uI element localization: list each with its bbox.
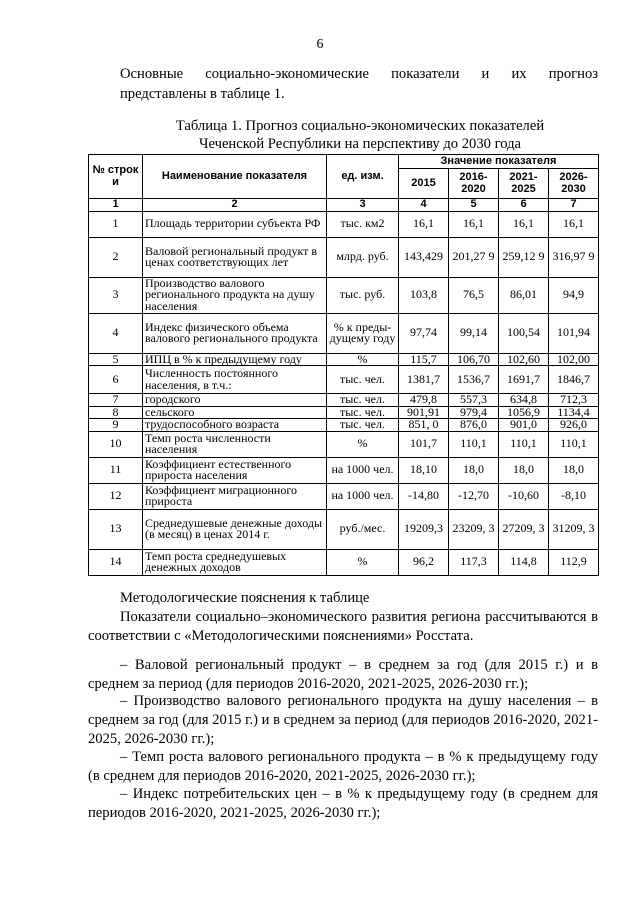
indicator-name-cell: Темп роста численности населения [143,431,327,457]
value-2016-2020-cell: 979,4 [449,406,499,419]
table-row [89,211,599,237]
unit-cell: тыс. руб. [327,277,399,313]
value-2021-2025-cell: 259,12 9 [499,237,549,277]
indicator-name-cell: Численность постоянного населения, в т.ч.: [143,366,327,394]
row-number-cell: 8 [89,406,143,419]
row-number-cell: 4 [89,313,143,353]
value-2015-cell: 96,2 [399,549,449,575]
value-2021-2025-cell: 86,01 [499,277,549,313]
caption-line-1: Таблица 1. Прогноз социально-экономических показателей [175,118,545,134]
value-2021-2025-cell: 16,1 [499,211,549,237]
indicators-table [88,154,599,576]
value-2016-2020-cell: 117,3 [449,549,499,575]
value-2016-2020-cell: -12,70 [449,483,499,509]
indicator-name-cell: ИПЦ в % к предыдущему году [143,353,327,366]
column-number: 3 [327,199,399,212]
value-2021-2025-cell: 1691,7 [499,366,549,394]
row-number-cell: 6 [89,366,143,394]
table-row [89,366,599,394]
header-row-number: № строк и [89,155,143,199]
unit-cell: тыс. чел. [327,366,399,394]
value-2026-2030-cell: -8,10 [549,483,599,509]
row-number-cell: 7 [89,394,143,407]
column-number: 2 [143,199,327,212]
indicator-name-cell: Валовой региональный продукт в ценах соответствующих лет [143,237,327,277]
value-2026-2030-cell: 712,3 [549,394,599,407]
value-2021-2025-cell: 901,0 [499,419,549,432]
column-number: 6 [499,199,549,212]
header-year-2016-2020: 2016-2020 [449,169,499,199]
unit-cell: на 1000 чел. [327,483,399,509]
unit-cell: млрд. руб. [327,237,399,277]
value-2015-cell: 16,1 [399,211,449,237]
header-year-2026-2030: 2026-2030 [549,169,599,199]
header-indicator-name: Наименование показателя [143,155,327,199]
notes-paragraph-4: – Темп роста валового регионального продукта – в % к предыдущему году (в среднем для периодов 2016-2020, 2021-2025, 2026-2030 гг.); [88,749,598,784]
value-2026-2030-cell: 110,1 [549,431,599,457]
value-2021-2025-cell: -10,60 [499,483,549,509]
value-2016-2020-cell: 16,1 [449,211,499,237]
caption-line-2: Чеченской Республики на перспективу до 2030 года [199,136,521,152]
notes-paragraph-3: – Производство валового регионального продукта на душу населения – в среднем за год (для 2015 г.) и в среднем за период (для периодов 2016-2020, 2021-2025, 2026-2030 гг.); [88,693,598,747]
value-2015-cell: 143,429 [399,237,449,277]
value-2016-2020-cell: 110,1 [449,431,499,457]
row-number-cell: 1 [89,211,143,237]
unit-cell: % [327,431,399,457]
indicator-name-cell: сельского [143,406,327,419]
table-row [89,394,599,407]
value-2021-2025-cell: 634,8 [499,394,549,407]
unit-cell: % [327,549,399,575]
notes-paragraph-2: – Валовой региональный продукт – в среднем за год (для 2015 г.) и в среднем за период (для периодов 2016-2020, 2021-2025, 2026-2030 гг.); [88,657,598,692]
value-2021-2025-cell: 110,1 [499,431,549,457]
value-2016-2020-cell: 557,3 [449,394,499,407]
row-number-cell: 11 [89,457,143,483]
value-2026-2030-cell: 112,9 [549,549,599,575]
value-2016-2020-cell: 76,5 [449,277,499,313]
unit-cell: тыс. чел. [327,394,399,407]
column-number: 7 [549,199,599,212]
indicator-name-cell: Индекс физического объема валового регионального продукта [143,313,327,353]
table-row [89,549,599,575]
indicator-name-cell: трудоспособного возраста [143,419,327,432]
intro-line-1: Основные социально-экономические показатели и их прогноз [120,66,598,82]
value-2015-cell: 479,8 [399,394,449,407]
column-number: 5 [449,199,499,212]
value-2026-2030-cell: 316,97 9 [549,237,599,277]
table-row [89,419,599,432]
indicator-name-cell: Коэффициент естественного прироста населения [143,457,327,483]
notes-paragraph-5: – Индекс потребительских цен – в % к предыдущему году (в среднем для периодов 2016-2020, 2021-2025, 2026-2030 гг.); [88,786,598,821]
notes-paragraph-1: Показатели социально–экономического развития региона рассчитываются в соответствии с «Методологическими пояснениями» Росстата. [88,609,598,644]
header-year-2015: 2015 [399,169,449,199]
value-2026-2030-cell: 102,00 [549,353,599,366]
column-number: 1 [89,199,143,212]
value-2015-cell: 103,8 [399,277,449,313]
notes-heading: Методологические пояснения к таблице [120,590,370,606]
value-2015-cell: 1381,7 [399,366,449,394]
unit-cell: тыс. чел. [327,419,399,432]
indicator-name-cell: городского [143,394,327,407]
table-caption [100,117,620,153]
value-2016-2020-cell: 876,0 [449,419,499,432]
value-2015-cell: 19209,3 [399,509,449,549]
value-2026-2030-cell: 926,0 [549,419,599,432]
indicator-name-cell: Темп роста среднедушевых денежных доходов [143,549,327,575]
value-2016-2020-cell: 23209, 3 [449,509,499,549]
value-2021-2025-cell: 27209, 3 [499,509,549,549]
value-2021-2025-cell: 114,8 [499,549,549,575]
row-number-cell: 14 [89,549,143,575]
value-2016-2020-cell: 106,70 [449,353,499,366]
table-row [89,277,599,313]
value-2026-2030-cell: 1134,4 [549,406,599,419]
value-2016-2020-cell: 18,0 [449,457,499,483]
value-2026-2030-cell: 16,1 [549,211,599,237]
value-2015-cell: 115,7 [399,353,449,366]
value-2026-2030-cell: 101,94 [549,313,599,353]
row-number-cell: 5 [89,353,143,366]
column-number-row [89,199,599,212]
value-2021-2025-cell: 18,0 [499,457,549,483]
row-number-cell: 3 [89,277,143,313]
unit-cell: % к преды-дущему году [327,313,399,353]
row-number-cell: 9 [89,419,143,432]
indicator-name-cell: Коэффициент миграционного прироста [143,483,327,509]
unit-cell: тыс. км2 [327,211,399,237]
table-row [89,237,599,277]
table-row [89,313,599,353]
value-2015-cell: 97,74 [399,313,449,353]
value-2026-2030-cell: 94,9 [549,277,599,313]
value-2015-cell: 901,91 [399,406,449,419]
value-2021-2025-cell: 100,54 [499,313,549,353]
table-row [89,406,599,419]
intro-line-2: представлены в таблице 1. [120,86,285,102]
value-2026-2030-cell: 18,0 [549,457,599,483]
header-unit: ед. изм. [327,155,399,199]
table-row [89,509,599,549]
value-2015-cell: 851, 0 [399,419,449,432]
unit-cell: тыс. чел. [327,406,399,419]
header-value-group: Значение показателя [399,155,599,169]
value-2015-cell: -14,80 [399,483,449,509]
unit-cell: % [327,353,399,366]
unit-cell: на 1000 чел. [327,457,399,483]
table-row [89,353,599,366]
table-row [89,483,599,509]
page-number: 6 [316,37,324,52]
table-row [89,457,599,483]
value-2016-2020-cell: 99,14 [449,313,499,353]
value-2026-2030-cell: 1846,7 [549,366,599,394]
value-2021-2025-cell: 1056,9 [499,406,549,419]
value-2015-cell: 18,10 [399,457,449,483]
row-number-cell: 13 [89,509,143,549]
row-number-cell: 2 [89,237,143,277]
indicator-name-cell: Среднедушевые денежные доходы (в месяц) в ценах 2014 г. [143,509,327,549]
column-number: 4 [399,199,449,212]
value-2015-cell: 101,7 [399,431,449,457]
value-2021-2025-cell: 102,60 [499,353,549,366]
table-row [89,431,599,457]
row-number-cell: 12 [89,483,143,509]
unit-cell: руб./мес. [327,509,399,549]
value-2016-2020-cell: 1536,7 [449,366,499,394]
header-year-2021-2025: 2021-2025 [499,169,549,199]
indicator-name-cell: Площадь территории субъекта РФ [143,211,327,237]
indicator-name-cell: Производство валового регионального продукта на душу населения [143,277,327,313]
row-number-cell: 10 [89,431,143,457]
value-2026-2030-cell: 31209, 3 [549,509,599,549]
value-2016-2020-cell: 201,27 9 [449,237,499,277]
